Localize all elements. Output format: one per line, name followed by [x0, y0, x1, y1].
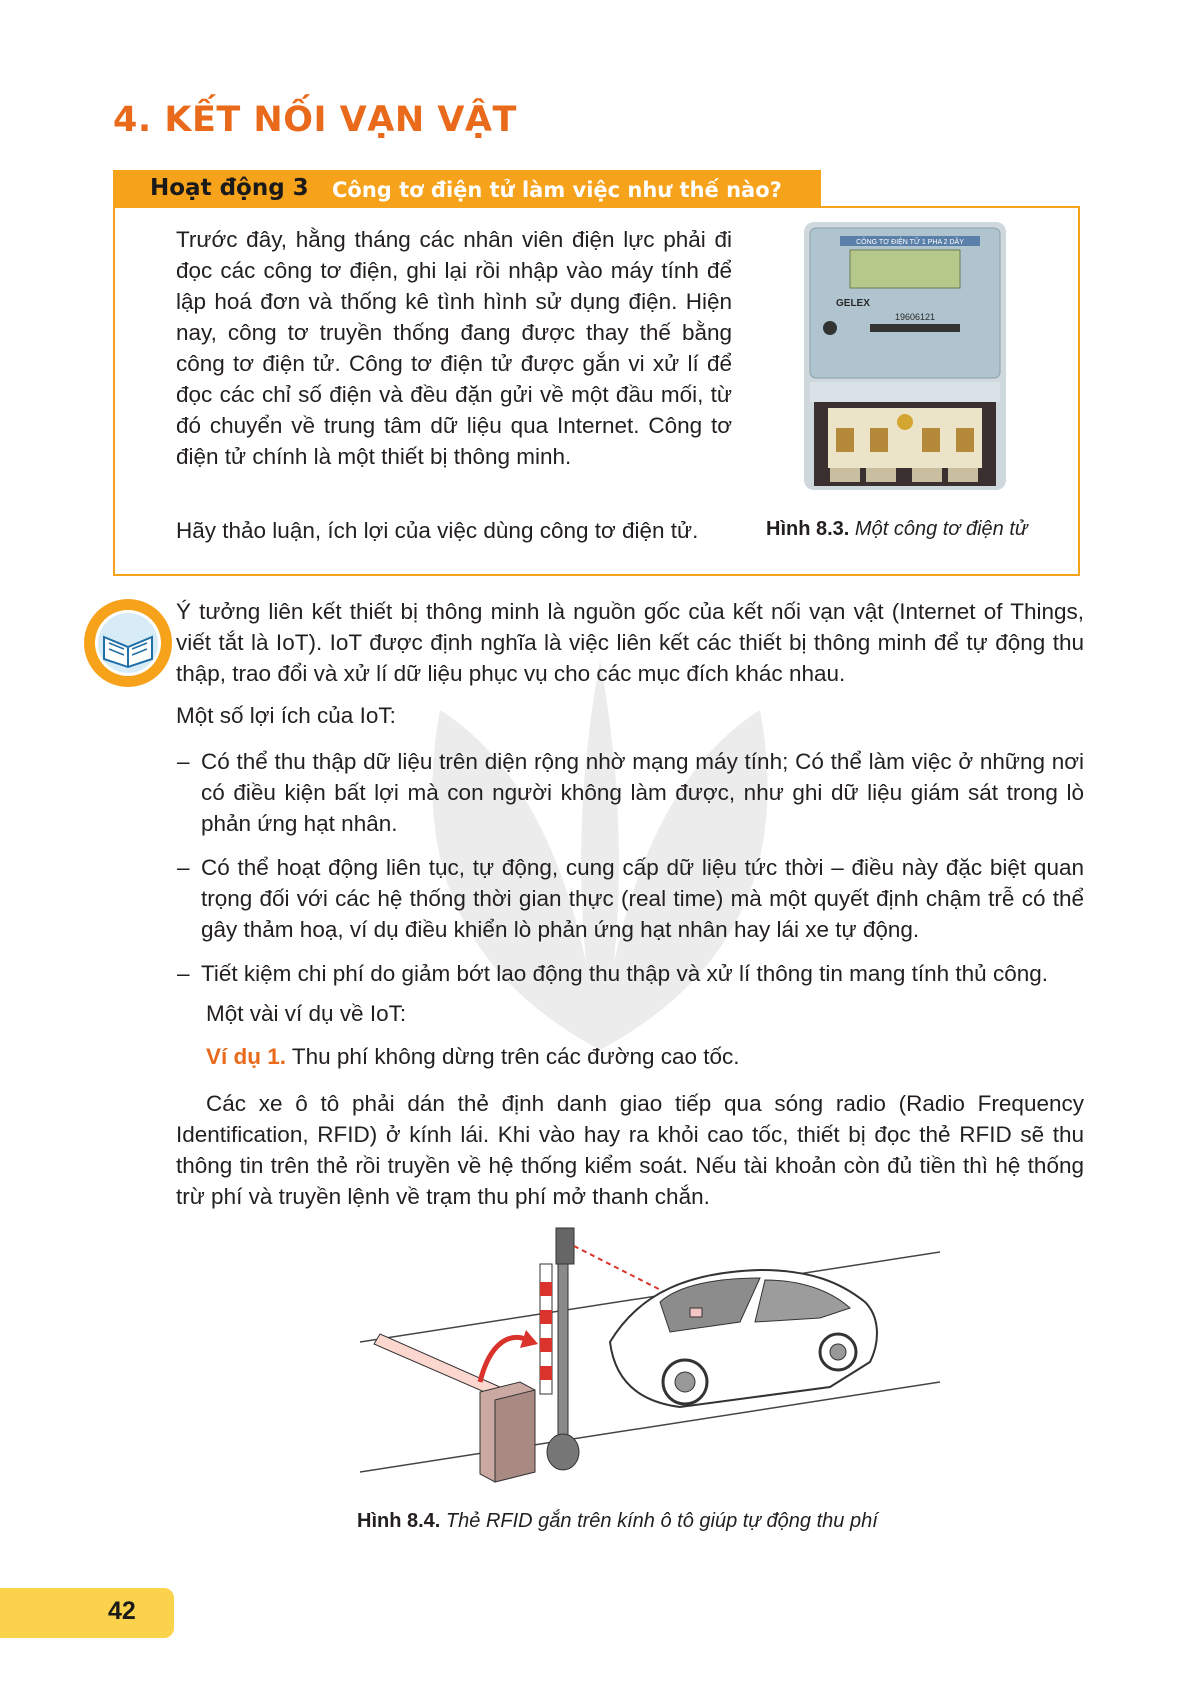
activity-text: Trước đây, hằng tháng các nhân viên điện lực phải đi đọc các công tơ điện, ghi lại rồi nhập vào máy tính để lập hoá đơn và thống kê tình hình sử dụng điện. Hiện nay, công tơ truyền thống đang được thay thế bằng công tơ điện tử. Công tơ điện tử được gắn vi xử lí để đọc các chỉ số điện và đều đặn gửi về một đầu mối, từ đó chuyển về trung tâm dữ liệu qua Internet. Công tơ điện tử chính là một thiết bị thông minh.	[176, 227, 732, 469]
book-icon	[82, 597, 174, 689]
example-1-title: Thu phí không dừng trên các đường cao tốc.	[291, 1044, 740, 1069]
example-1-body: Các xe ô tô phải dán thẻ định danh giao tiếp qua sóng radio (Radio Frequency Identification, RFID) ở kính lái. Khi vào hay ra khỏi cao tốc, thiết bị đọc thẻ RFID sẽ thu thông tin trên thẻ rồi truyền về hệ thống kiểm soát. Nếu tài khoản còn đủ tiền thì hệ thống trừ phí và truyền lệnh về trạm thu phí mở thanh chắn.	[176, 1091, 1084, 1209]
activity-label: Hoạt động 3	[150, 175, 309, 201]
toll-gate-illustration	[360, 1222, 940, 1490]
figure-8-4-number: Hình 8.4.	[357, 1510, 441, 1532]
activity-question: Công tơ điện tử làm việc như thế nào?	[332, 178, 782, 202]
info-text: Ý tưởng liên kết thiết bị thông minh là nguồn gốc của kết nối vạn vật (Internet of Things, viết tắt là IoT). IoT được định nghĩa là việc liên kết các thiết bị thông minh để tự động thu thập, trao đổi và xử lí dữ liệu phục vụ cho các mục đích khác nhau.	[176, 599, 1084, 686]
figure-8-4-text: Thẻ RFID gắn trên kính ô tô giúp tự động thu phí	[445, 1510, 878, 1532]
bullet-text: Có thể thu thập dữ liệu trên diện rộng nhờ mạng máy tính; Có thể làm việc ở những nơi có điều kiện bất lợi mà con người không làm được, như ghi dữ liệu giám sát trong lò phản ứng hạt nhân.	[201, 749, 1084, 836]
figure-8-3-text: Một công tơ điện tử	[854, 518, 1028, 540]
example-1-heading	[206, 1044, 740, 1070]
page-number-badge	[0, 1588, 174, 1638]
figure-8-4-caption	[357, 1510, 878, 1533]
meter-serial: 19606121	[895, 312, 936, 322]
figure-8-3-number: Hình 8.3.	[766, 518, 850, 540]
bullet-item: – Tiết kiệm chi phí do giảm bớt lao động thu thập và xử lí thông tin mang tính thủ công.	[177, 961, 1048, 986]
meter-brand: GELEX	[836, 298, 870, 309]
meter-header-text: CÔNG TƠ ĐIỆN TỬ 1 PHA 2 DÂY	[856, 239, 964, 246]
bullet-item: – Có thể thu thập dữ liệu trên diện rộng nhờ mạng máy tính; Có thể làm việc ở những nơi có điều kiện bất lợi mà con người không làm được, như ghi dữ liệu giám sát trong lò phản ứng hạt nhân.	[177, 749, 1084, 836]
examples-intro: Một vài ví dụ về IoT:	[206, 1001, 407, 1026]
bullet-text: Tiết kiệm chi phí do giảm bớt lao động thu thập và xử lí thông tin mang tính thủ công.	[201, 961, 1048, 986]
page-number: 42	[108, 1597, 136, 1625]
activity-prompt: Hãy thảo luận, ích lợi của việc dùng công tơ điện tử.	[176, 518, 699, 543]
figure-8-3-caption	[766, 518, 1028, 541]
bullet-text: Có thể hoạt động liên tục, tự động, cung cấp dữ liệu tức thời – điều này đặc biệt quan trọng đối với các hệ thống thời gian thực (real time) mà một quyết định chậm trễ có thể gây thảm hoạ, ví dụ điều khiển lò phản ứng hạt nhân hay lái xe tự động.	[201, 855, 1084, 942]
bullet-item: – Có thể hoạt động liên tục, tự động, cung cấp dữ liệu tức thời – điều này đặc biệt quan trọng đối với các hệ thống thời gian thực (real time) mà một quyết định chậm trễ có thể gây thảm hoạ, ví dụ điều khiển lò phản ứng hạt nhân hay lái xe tự động.	[177, 855, 1084, 942]
section-title: 4. KẾT NỐI VẠN VẬT	[113, 100, 517, 140]
benefits-title: Một số lợi ích của IoT:	[176, 703, 396, 728]
example-1-label: Ví dụ 1.	[206, 1044, 287, 1069]
electric-meter-image	[800, 222, 1010, 490]
